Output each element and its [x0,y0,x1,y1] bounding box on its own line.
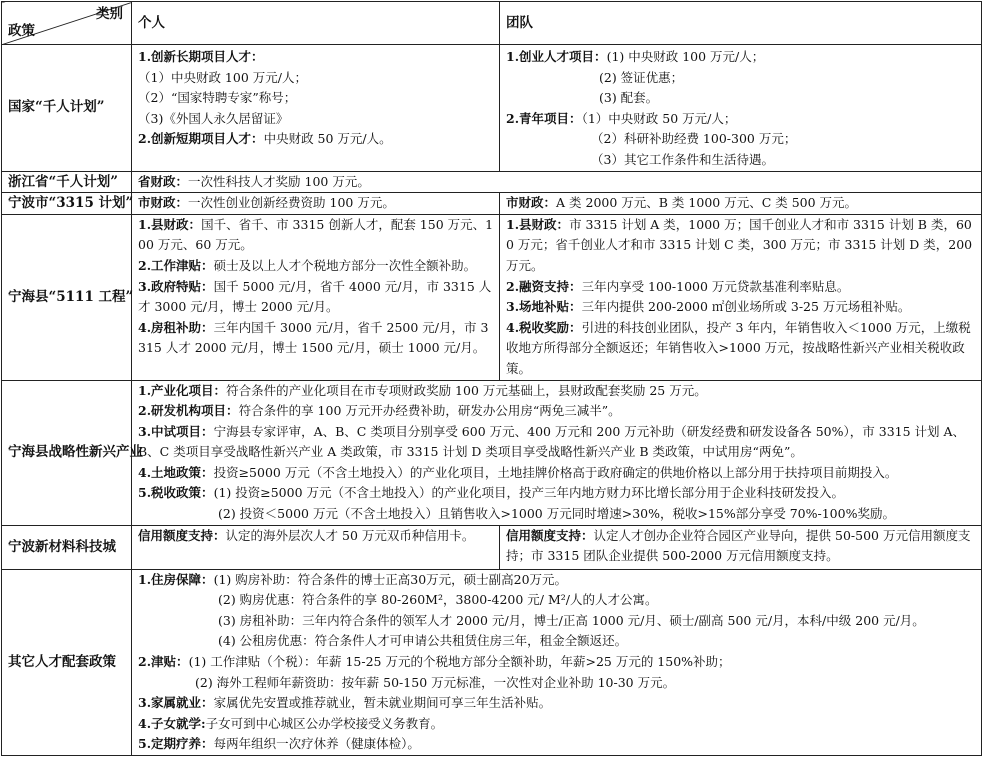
team-cell [500,214,982,380]
policy-name: 其它人才配套政策 [2,569,132,755]
item-text: A 类 2000 万元、B 类 1000 万元、C 类 500 万元。 [556,195,858,211]
item-title: 省财政： [138,173,189,189]
item-paragraph [138,381,977,402]
item-sub: (3) 配套。 [599,90,659,106]
item-title: 3.家属就业： [138,695,214,711]
item-title: 2.青年项目： [506,110,582,126]
individual-cell [132,193,500,215]
item-text: 一次性科技人才奖励 100 万元。 [188,173,370,189]
policy-name: 国家“千人计划” [2,45,132,172]
item-line [138,129,495,150]
item-title: 2.研发机构项目： [138,403,239,419]
item-paragraph [506,277,977,298]
item-title: 信用额度支持： [506,527,594,543]
item-title: 4.税收奖励： [506,319,582,335]
item-title: 1.创业人才项目： [506,49,607,64]
item-title: 3.中试项目： [138,423,214,439]
item-line [138,714,977,735]
item-line [138,734,977,755]
item-sub: （3)《外国人永久居留证》 [138,110,289,126]
item-paragraph [506,318,977,380]
item-title: 1.住房保障： [138,571,214,587]
item-sub: (3) 房租补助：三年内符合条件的领军人才 2000 元/月，博士/正高 1000 元/月、硕士/副高 500 元/月，本科/中级 200 元/月。 [218,612,925,628]
item-sub: (2) 购房优惠：符合条件的享 80-260M²，3800-4200 元/ M²/人的人才公寓。 [218,592,658,608]
item-text: 宁海县专家评审，A、B、C 类项目分别享受 600 万元、400 万元和 200 万元补助（研发经费和研发设备各 50%），市 3315 计划 A、B、C 类项目享受战略性新兴产业 A 类政策，市 3315 计划 D 类项目享受战略性新兴产业 B 类政策，中试用房“两免”。 [138,423,966,460]
item-paragraph [506,297,977,318]
item-text: 三年内提供 200-2000 ㎡创业场所或 3-25 万元场租补贴。 [581,299,911,315]
row-national-thousand-talents [2,45,982,172]
policy-name: 宁波市“3315 计划” [2,193,132,215]
item-sub: (1) 工作津贴（个税）：年薪 15-25 万元的个税地方部分全额补助，年薪>25 万元的 150%补助； [188,654,731,670]
item-text: (1) 投资≥5000 万元（不含土地投入）的产业化项目，投产三年内地方财力环比增长部分用于企业科技研发投入。 [213,485,845,501]
item-sub: (2) 投资＜5000 万元（不含土地投入）且销售收入>1000 万元同时增速>30%，税收>15%部分享受 70%-100%奖励。 [218,506,895,522]
item-text: 家属优先安置或推荐就业，暂未就业期间可享三年生活补贴。 [213,695,552,711]
row-ningbo-new-material-city [2,525,982,569]
item-text: 每两年组织一次疗休养（健康体检）。 [213,736,420,752]
item-text: 中央财政 50 万元/人。 [263,131,392,147]
item-text: 子女可到中心城区公办学校接受义务教育。 [205,715,444,731]
item-line [138,570,977,591]
item-sub: (1) 中央财政 100 万元/人； [606,49,765,64]
policy-name: 宁海县战略性新兴产业 [2,380,132,525]
item-title: 2.融资支持： [506,278,582,294]
item-sub: (2) 海外工程师年薪资助：按年薪 50-150 万元标准，一次性对企业补助 10-30 万元。 [195,674,676,690]
item-paragraph [138,401,977,422]
item-title: 市财政： [506,195,557,211]
item-title: 2.津贴： [138,654,189,670]
item-text: 市 3315 计划 A 类，1000 万；国千创业人才和市 3315 计划 B 类，600 万元；省千创业人才和市 3315 计划 C 类，300 万元；市 3315 计划 D 类，200 万元。 [506,216,973,273]
column-header-team: 团队 [500,2,982,45]
combined-cell [132,171,982,193]
combined-cell [132,569,982,755]
item-text: 硕士及以上人才个税地方部分一次性全额补助。 [213,257,477,273]
corner-header-cell [2,2,132,45]
item-title: 4.子女就学: [138,715,206,731]
column-header-individual: 个人 [132,2,500,45]
item-sub: （3）其它工作条件和生活待遇。 [591,151,774,167]
item-text: 符合条件的享 100 万元开办经费补助，研发办公用房“两免三减半”。 [238,403,621,419]
row-zhejiang-thousand-talents [2,171,982,193]
item-title: 2.工作津贴： [138,257,214,273]
item-title: 信用额度支持： [138,527,226,543]
item-title: 2.创新短期项目人才： [138,131,264,147]
item-paragraph [138,256,495,277]
item-text: 投资≥5000 万元（不含土地投入）的产业化项目，土地挂牌价格高于政府确定的供地价格以上部分用于扶持项目前期投入。 [213,464,898,480]
item-title: 4.房租补助： [138,319,214,335]
team-cell [500,193,982,215]
corner-category-label: 类别 [96,6,123,22]
row-other-talent-policies [2,569,982,755]
policy-name: 宁海县“5111 工程” [2,214,132,380]
item-title: 1.县财政： [138,216,202,232]
individual-cell [132,45,500,172]
item-paragraph [138,463,977,484]
item-sub: (1) 购房补助：符合条件的博士正高30万元，硕士副高20万元。 [213,571,568,587]
item-paragraph [138,215,495,256]
item-paragraph [138,318,495,359]
item-line [506,109,977,130]
team-cell [500,45,982,172]
individual-cell [132,214,500,380]
combined-cell [132,380,982,525]
item-text: 引进的科技创业团队，投产 3 年内，年销售收入＜1000 万元，上缴税收地方所得部分全额返还；年销售收入>1000 万元，按战略性新兴产业相关税收政策。 [506,319,971,376]
item-text: 一次性创业创新经费资助 100 万元。 [188,195,395,211]
item-text: 三年内享受 100-1000 万元贷款基准利率贴息。 [581,278,850,294]
individual-cell [132,525,500,569]
item-line [138,693,977,714]
item-line [506,47,977,68]
item-title: 4.土地政策： [138,464,214,480]
item-paragraph [138,483,977,504]
policy-name: 宁波新材料科技城 [2,525,132,569]
item-text: 认定的海外层次人才 50 万元双币种信用卡。 [225,527,475,543]
item-text: 符合条件的产业化项目在市专项财政奖励 100 万元基础上，县财政配套奖励 25 万元。 [226,382,707,398]
item-text: 认定人才创办企业符合园区产业导向，提供 50-500 万元信用额度支持；市 3315 团队企业提供 500-2000 万元信用额度支持。 [506,527,971,564]
item-paragraph [506,215,977,277]
item-title: 1.县财政： [506,216,570,232]
item-sub: （2）科研补助经费 100-300 万元； [591,131,797,147]
item-paragraph [138,422,977,463]
item-line [138,652,977,673]
item-title: 5.定期疗养： [138,736,214,752]
item-sub: (2) 签证优惠； [599,69,684,85]
item-paragraph [138,277,495,318]
item-title: 5.税收政策： [138,485,214,501]
item-sub: （1）中央财政 50 万元/人； [581,110,737,126]
row-ningbo-3315 [2,193,982,215]
item-title: 3.场地补贴： [506,299,582,315]
item-text: 国千、省千、市 3315 创新人才，配套 150 万元、100 万元、60 万元。 [138,216,494,253]
item-title: 1.创新长期项目人才： [138,49,264,64]
team-cell [500,525,982,569]
item-title: 3.政府特贴： [138,278,214,294]
item-sub: (4) 公租房优惠：符合条件人才可申请公共租赁住房三年，租金全额返还。 [218,633,628,649]
item-title: 1.产业化项目： [138,382,227,398]
item-text: 三年内国千 3000 元/月，省千 2500 元/月，市 3315 人才 2000 元/月，博士 1500 元/月，硕士 1000 元/月。 [138,319,489,356]
item-sub: （2）“国家特聘专家”称号； [138,90,297,106]
item-title: 市财政： [138,195,189,211]
row-ninghai-5111 [2,214,982,380]
header-row [2,2,982,45]
policy-name: 浙江省“千人计划” [2,171,132,193]
row-ninghai-strategic-industries [2,380,982,525]
corner-policy-label: 政策 [8,23,35,40]
talent-policy-table [1,1,982,756]
item-text: 国千 5000 元/月，省千 4000 元/月，市 3315 人才 3000 元/月，博士 2000 元/月。 [138,278,492,315]
item-sub: （1）中央财政 100 万元/人； [138,69,307,85]
